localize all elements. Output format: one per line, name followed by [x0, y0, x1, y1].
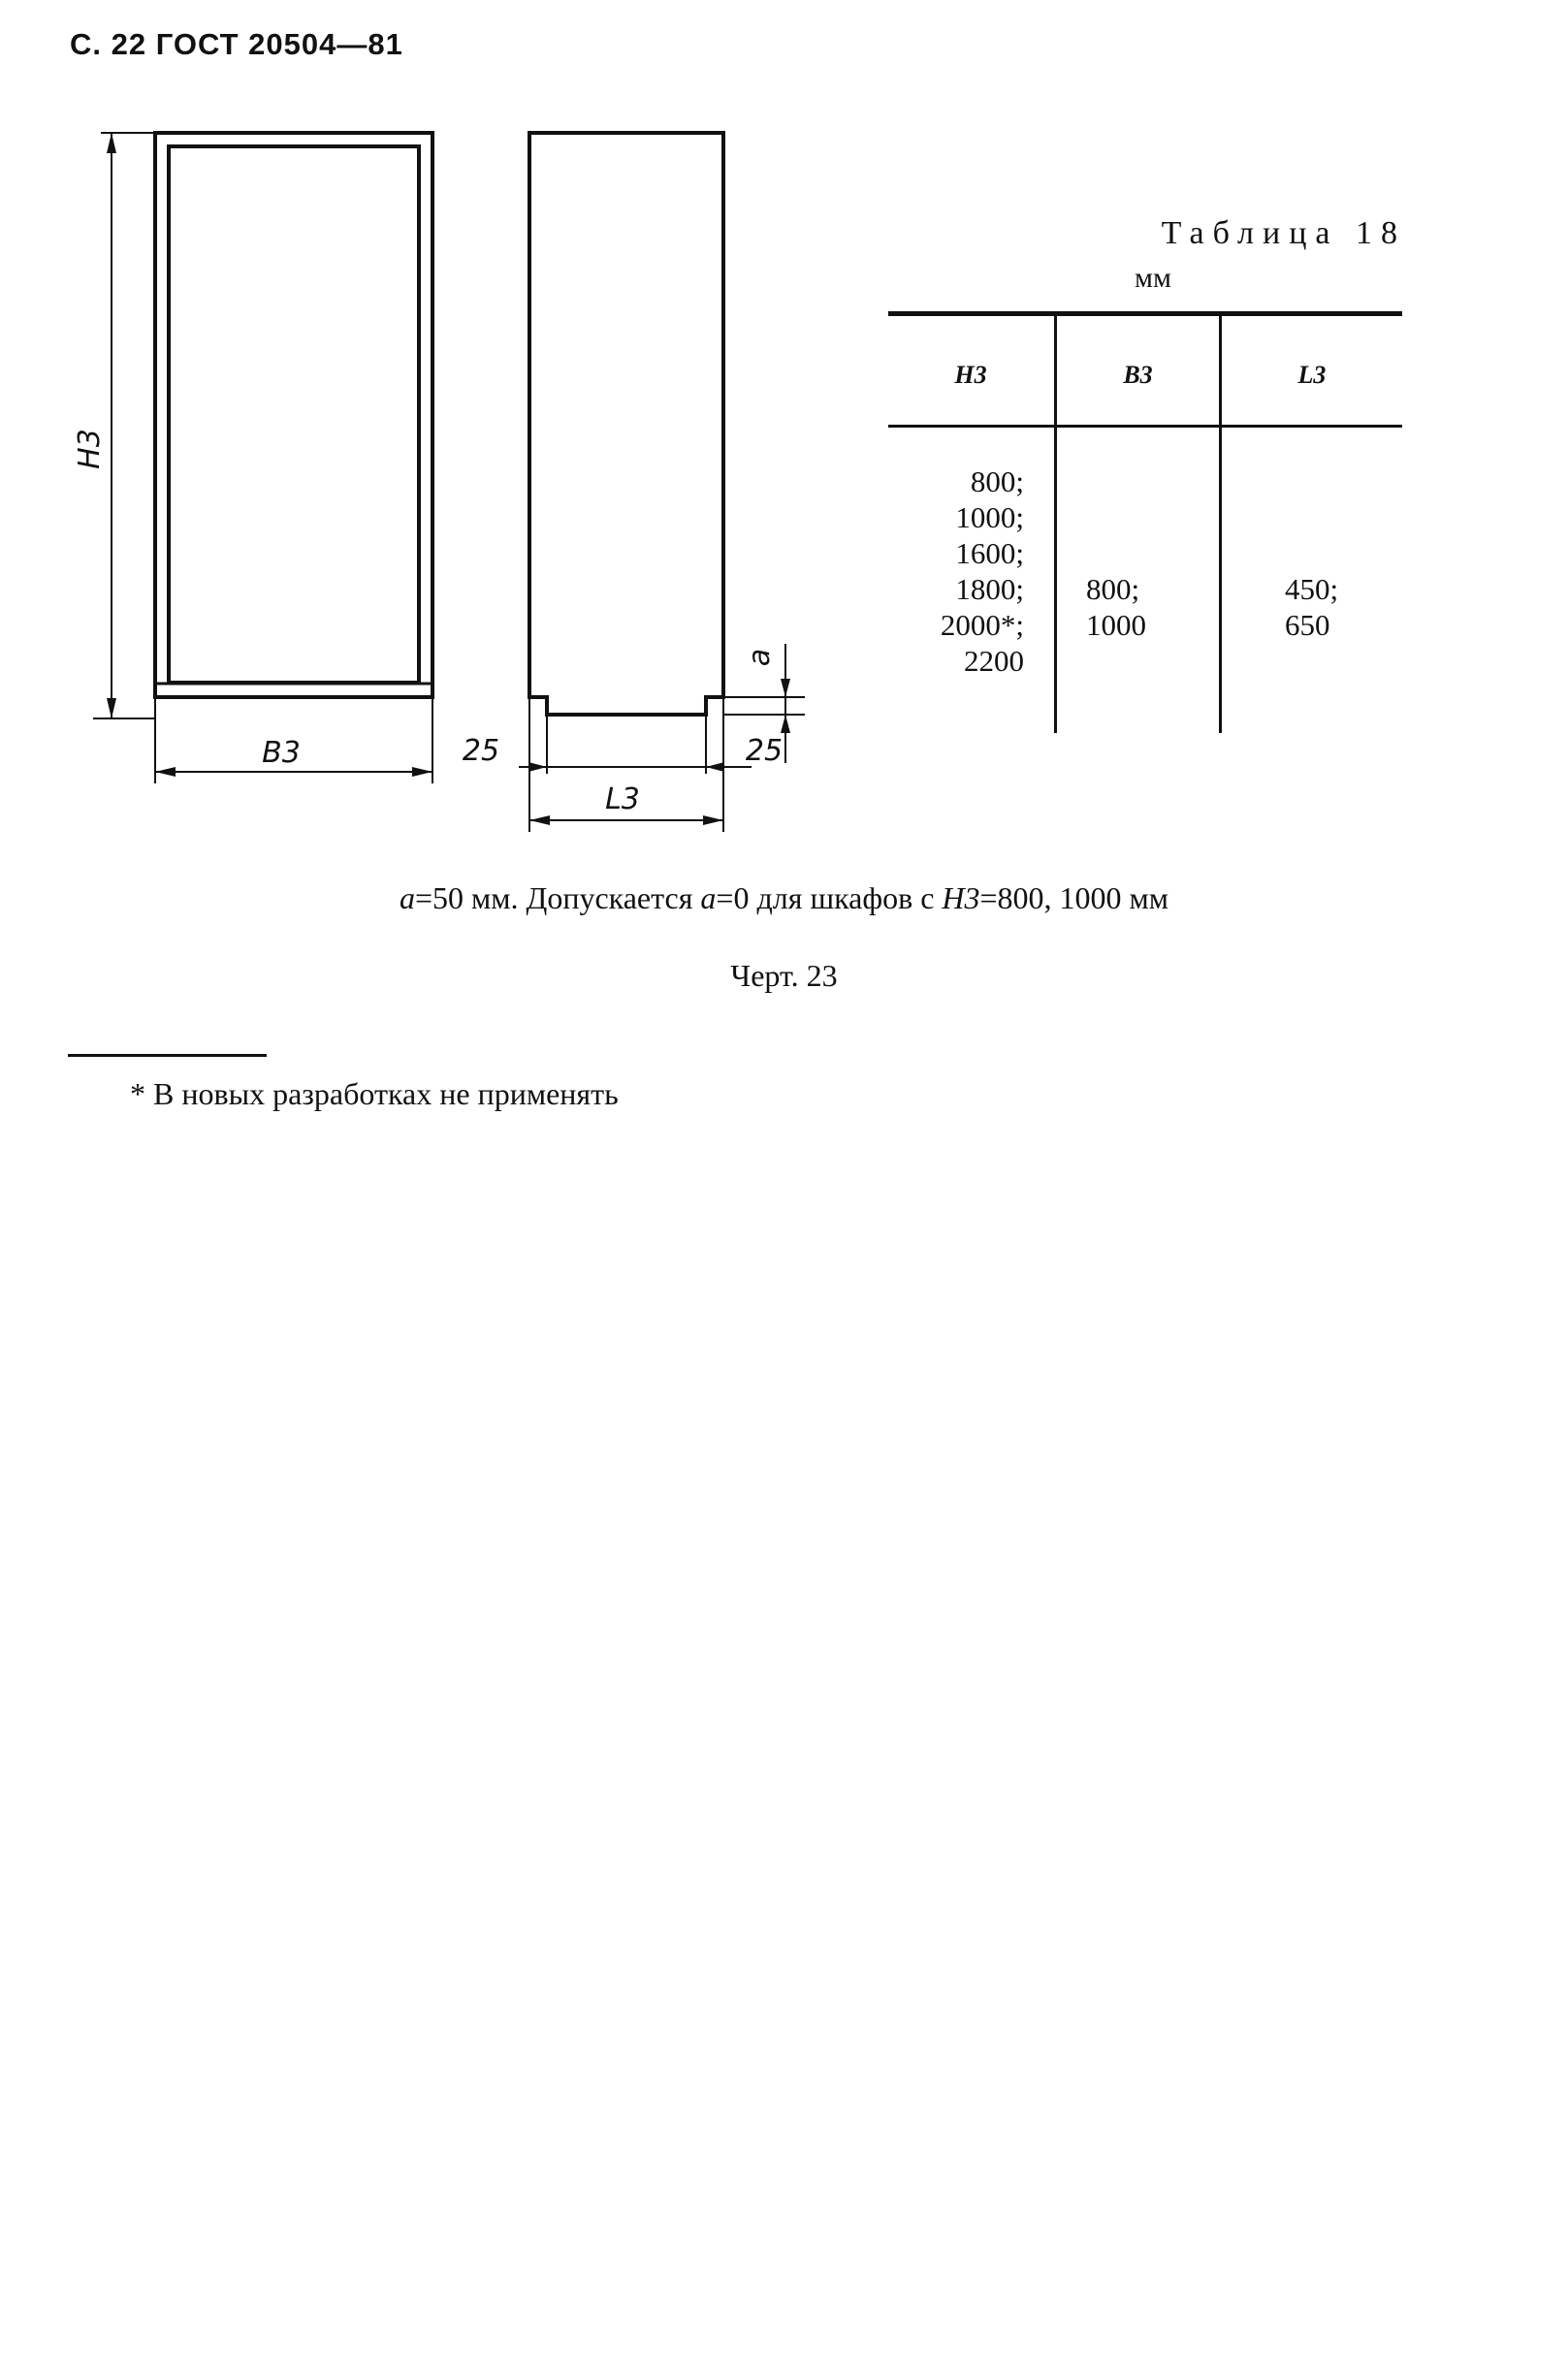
table-header-h3: H3: [954, 361, 987, 389]
table-caption: Таблица 18: [1161, 215, 1406, 251]
cabinet-drawing: [0, 0, 931, 853]
side-view-body: [529, 133, 723, 715]
figure-label: Черт. 23: [730, 958, 838, 993]
table-cell: 1600;: [955, 536, 1024, 570]
note-var-a: a: [700, 880, 717, 915]
note-var-h: H3: [942, 880, 980, 915]
front-view-outer-frame: [155, 133, 432, 697]
table-units: мм: [1135, 262, 1171, 294]
recess-label: a: [743, 648, 777, 667]
offset-left-label: 25: [462, 734, 500, 768]
note-text: =50 мм. Допускается: [414, 880, 701, 915]
table-cell: 650: [1285, 608, 1330, 642]
table-cell: 450;: [1285, 572, 1339, 606]
table-header-rule: [888, 425, 1402, 428]
table-cell: 800;: [970, 464, 1024, 498]
page-header: С. 22 ГОСТ 20504—81: [70, 27, 403, 61]
table-cell: 1000: [1086, 608, 1146, 642]
offset-right-label: 25: [745, 734, 784, 768]
table-cell: 800;: [1086, 572, 1140, 606]
note-var-a: a: [399, 880, 415, 915]
table-cell: 1000;: [955, 500, 1024, 534]
note-text: =0 для шкафов с: [716, 880, 943, 915]
table-header-b3: B3: [1123, 361, 1153, 389]
table-column-l3: [1285, 571, 1338, 643]
footnote-rule: [68, 1054, 267, 1057]
note-text: =800, 1000 мм: [979, 880, 1169, 915]
depth-label: L3: [605, 782, 640, 816]
table-column-b3: [1086, 571, 1146, 643]
drawing-note: [0, 880, 1568, 916]
table-top-rule: [888, 311, 1402, 316]
height-label: H3: [73, 429, 107, 469]
footnote: * В новых разработках не применять: [130, 1076, 619, 1111]
table-cell: 1800;: [955, 572, 1024, 606]
table-cell: 2000*;: [940, 608, 1024, 642]
width-label: B3: [262, 736, 301, 770]
table-column-h3: [898, 463, 1024, 679]
front-view-inner-panel: [169, 146, 419, 683]
table-header-l3: L3: [1297, 361, 1327, 389]
table-cell: 2200: [964, 644, 1024, 678]
